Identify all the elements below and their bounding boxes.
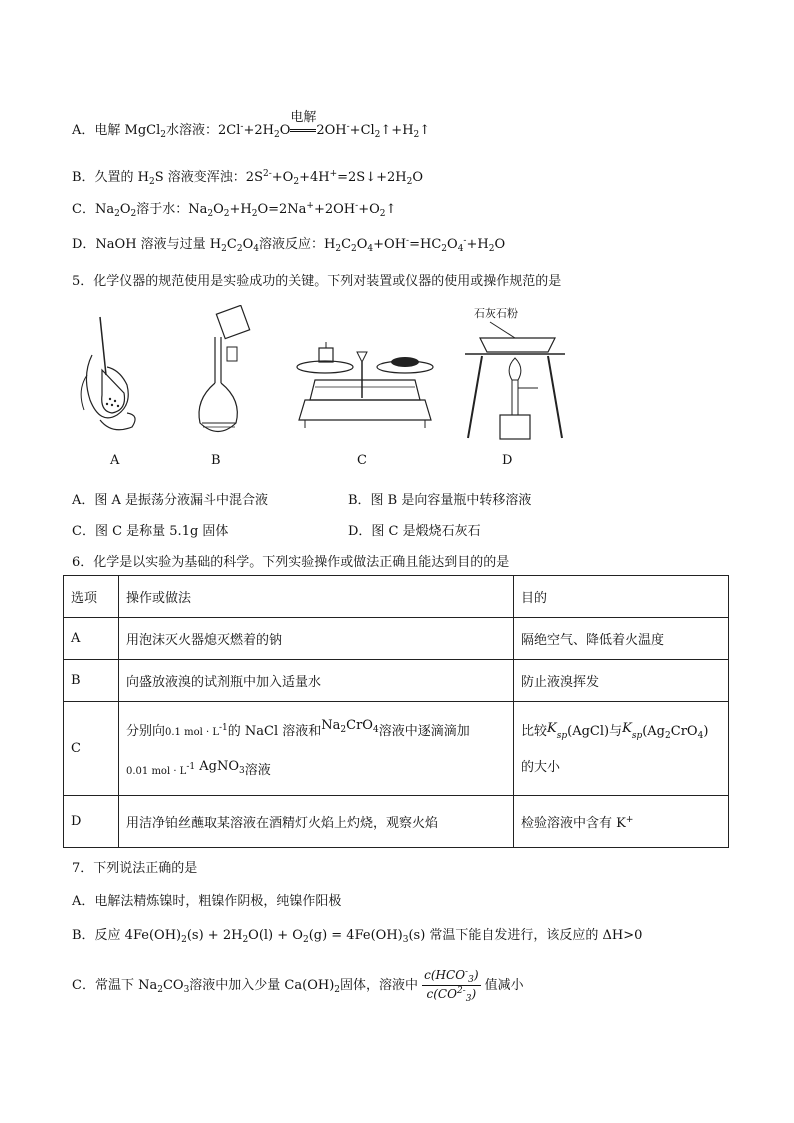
q7-option-b: B．反应 $4Fe(OH)_2(s) + 2H_2O(l) + O_2(g) = 4Fe(OH)_3(s)$ 常温下能自发进行，该反应的 ΔH>0: [72, 928, 643, 945]
q5-option-a: A．图 A 是振荡分液漏斗中混合液: [72, 493, 269, 508]
q6-table: [63, 575, 729, 848]
figure-b-volumetric-flask: [190, 305, 260, 445]
reaction-condition: 电解: [290, 123, 316, 138]
table-row: D 用洁净铂丝蘸取某溶液在酒精灯火焰上灼烧，观察火焰 检验溶液中含有 K+: [64, 796, 729, 848]
figure-label-a: A: [110, 453, 120, 468]
q5-option-d: D．图 C 是煅烧石灰石: [348, 524, 481, 539]
figure-label-c: C: [357, 453, 367, 468]
figure-d-crucible-burner: [460, 320, 570, 445]
q7-option-a: A．电解法精炼镍时，粗镍作阴极，纯镍作阳极: [72, 894, 342, 909]
q5-option-b: B．图 B 是向容量瓶中转移溶液: [348, 493, 532, 508]
q6-stem: 6．化学是以实验为基础的科学。下列实验操作或做法正确且能达到目的的是: [72, 555, 510, 570]
figure-label-b: B: [211, 453, 221, 468]
table-row: B 向盛放液溴的试剂瓶中加入适量水 防止液溴挥发: [64, 660, 729, 702]
figure-label-d: D: [502, 453, 513, 468]
header-option: 选项: [64, 576, 119, 618]
q4-option-a: A．电解 MgCl$_2$水溶液：$2Cl^-+2H_2O$ 电解 $2OH^-+Cl_2↑+H_2↑$: [72, 110, 431, 140]
q4-option-d: D．NaOH 溶液与过量 $H_2C_2O_4$溶液反应：$H_2C_2O_4+OH^-=HC_2O_4^-+H_2O$: [72, 236, 506, 254]
q4-option-c: C．$Na_2O_2$溶于水：$Na_2O_2+H_2O=2Na^++2OH^-+O_2↑$: [72, 201, 397, 219]
table-row: A 用泡沫灭火器熄灭燃着的钠 隔绝空气、降低着火温度: [64, 618, 729, 660]
header-goal: 目的: [514, 576, 729, 618]
figure-d-note: 石灰石粉: [474, 307, 518, 320]
q7-stem: 7．下列说法正确的是: [72, 861, 198, 876]
figure-c-balance: [295, 340, 435, 435]
q7-option-c: C．常温下 $Na_2CO_3$溶液中加入少量 $Ca(OH)_2$固体，溶液中 $\frac{c(HCO^-_3)}{c(CO^{2-}_3)}$ 值减小: [72, 967, 524, 1004]
table-row: C 分别向0.1 mol · $L^{-1}$的 NaCl 溶液和$Na_2CrO_4$溶液中逐滴滴加 0.01 mol · $L^{-1}$ AgNO$_3$溶液 比较$K_{sp}(AgCl)$与$K_{sp}(Ag_2CrO_4)$ 的大小: [64, 702, 729, 796]
q5-option-c: C．图 C 是称量 5.1g 固体: [72, 524, 229, 539]
figure-a-separatory-funnel: [72, 315, 152, 445]
concentration-ratio: $\frac{c(HCO^-_3)}{c(CO^{2-}_3)}$: [424, 967, 479, 1004]
q4-option-b: B．久置的 $H_2S$ 溶液变浑浊：$2S^{2-}+O_2+4H^+=2S↓+2H_2O$: [72, 169, 423, 187]
header-operation: 操作或做法: [119, 576, 514, 618]
q5-stem: 5．化学仪器的规范使用是实验成功的关键。下列对装置或仪器的使用或操作规范的是: [72, 274, 562, 289]
